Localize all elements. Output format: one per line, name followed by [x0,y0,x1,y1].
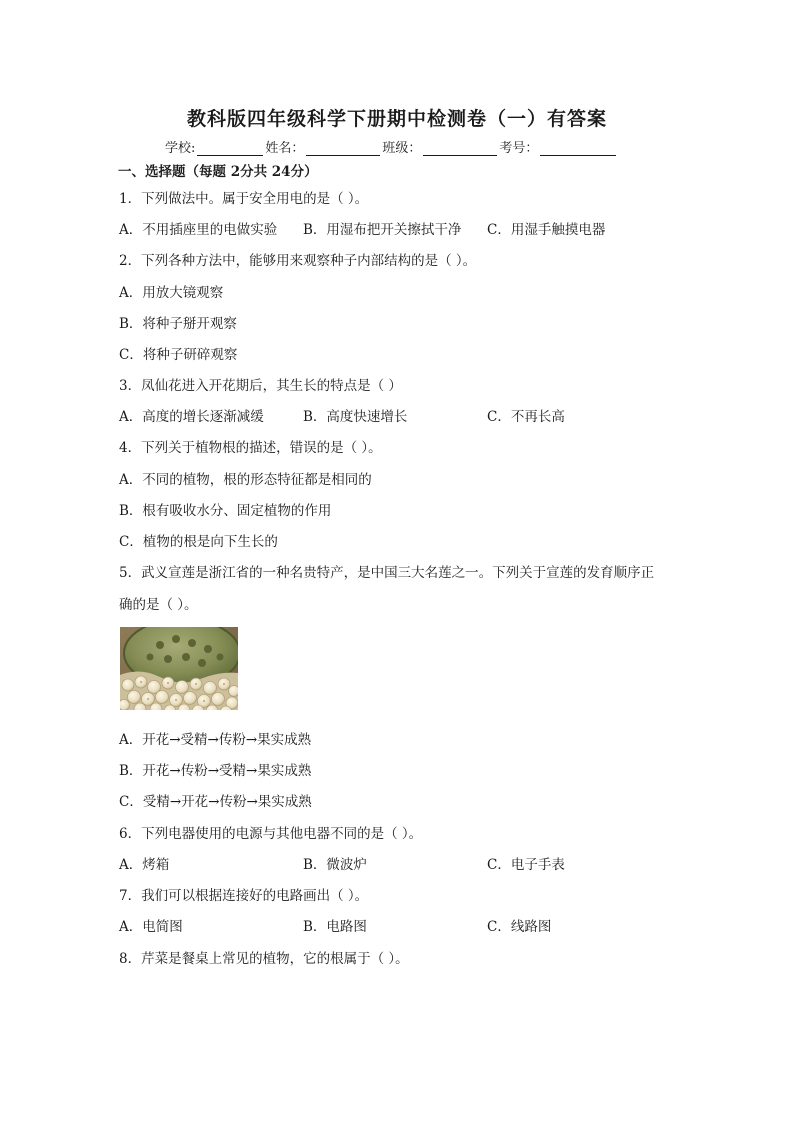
question-3-stem: 3．凤仙花进入开花期后，其生长的特点是（ ） [119,378,402,394]
name-label: 姓名： [265,141,305,156]
option-a: A．电简图 [119,919,183,935]
question-5-option-b: B．开花→传粉→受精→果实成熟 [119,763,312,779]
student-info-row [165,137,618,156]
question-5-option-a: A．开花→受精→传粉→果实成熟 [119,732,312,748]
option-c: C．用湿手触摸电器 [487,222,606,238]
question-5-option-c: C．受精→开花→传粉→果实成熟 [119,794,312,810]
question-4-option-b: B．根有吸收水分、固定植物的作用 [119,503,332,519]
question-2-option-b: B．将种子掰开观察 [119,316,237,332]
question-4-option-c: C．植物的根是向下生长的 [119,534,278,550]
option-c: C．电子手表 [487,857,565,873]
question-1-stem: 1．下列做法中。属于安全用电的是（ ）。 [119,191,369,207]
question-7-options [119,915,551,935]
option-b: B．电路图 [303,919,367,935]
option-a: A．烤箱 [119,857,170,873]
option-c: C．不再长高 [487,409,565,425]
page-title: 教科版四年级科学下册期中检测卷（一）有答案 [186,108,607,130]
question-2-option-a: A．用放大镜观察 [119,285,224,301]
class-blank [423,141,497,156]
exam-number-label: 考号： [499,141,539,156]
question-1-options [119,218,605,238]
question-4-stem: 4．下列关于植物根的描述，错误的是（ ）。 [119,440,382,456]
option-b: B．微波炉 [303,857,367,873]
question-2-option-c: C．将种子研碎观察 [119,347,238,363]
question-6-options [119,853,565,873]
question-3-options [119,405,565,425]
option-c: C．线路图 [487,919,552,935]
exam-number-blank [540,141,616,156]
school-label: 学校: [165,141,196,156]
question-5-stem-continued: 确的是（ ）。 [119,597,198,613]
name-blank [306,141,380,156]
school-blank [197,141,263,156]
question-7-stem: 7．我们可以根据连接好的电路画出（ ）。 [119,888,369,904]
option-b: B．用湿布把开关擦拭干净 [303,222,462,238]
option-a: A．高度的增长逐渐减缓 [119,409,264,425]
lotus-seed-pod-image [120,627,238,710]
section-heading: 一、选择题（每题 2分共 24分） [118,164,318,180]
option-b: B．高度快速增长 [303,409,408,425]
option-a: A．不用插座里的电做实验 [119,222,278,238]
question-5-stem: 5．武义宣莲是浙江省的一种名贵特产，是中国三大名莲之一。下列关于宣莲的发育顺序正 [119,565,655,581]
question-4-option-a: A．不同的植物，根的形态特征都是相同的 [119,472,372,488]
lotus-seeds-photo [120,627,238,710]
question-2-stem: 2．下列各种方法中，能够用来观察种子内部结构的是（ ）。 [119,253,477,269]
question-8-stem: 8．芹菜是餐桌上常见的植物，它的根属于（ ）。 [119,951,409,967]
class-label: 班级： [382,141,422,156]
question-6-stem: 6．下列电器使用的电源与其他电器不同的是（ ）。 [119,826,423,842]
